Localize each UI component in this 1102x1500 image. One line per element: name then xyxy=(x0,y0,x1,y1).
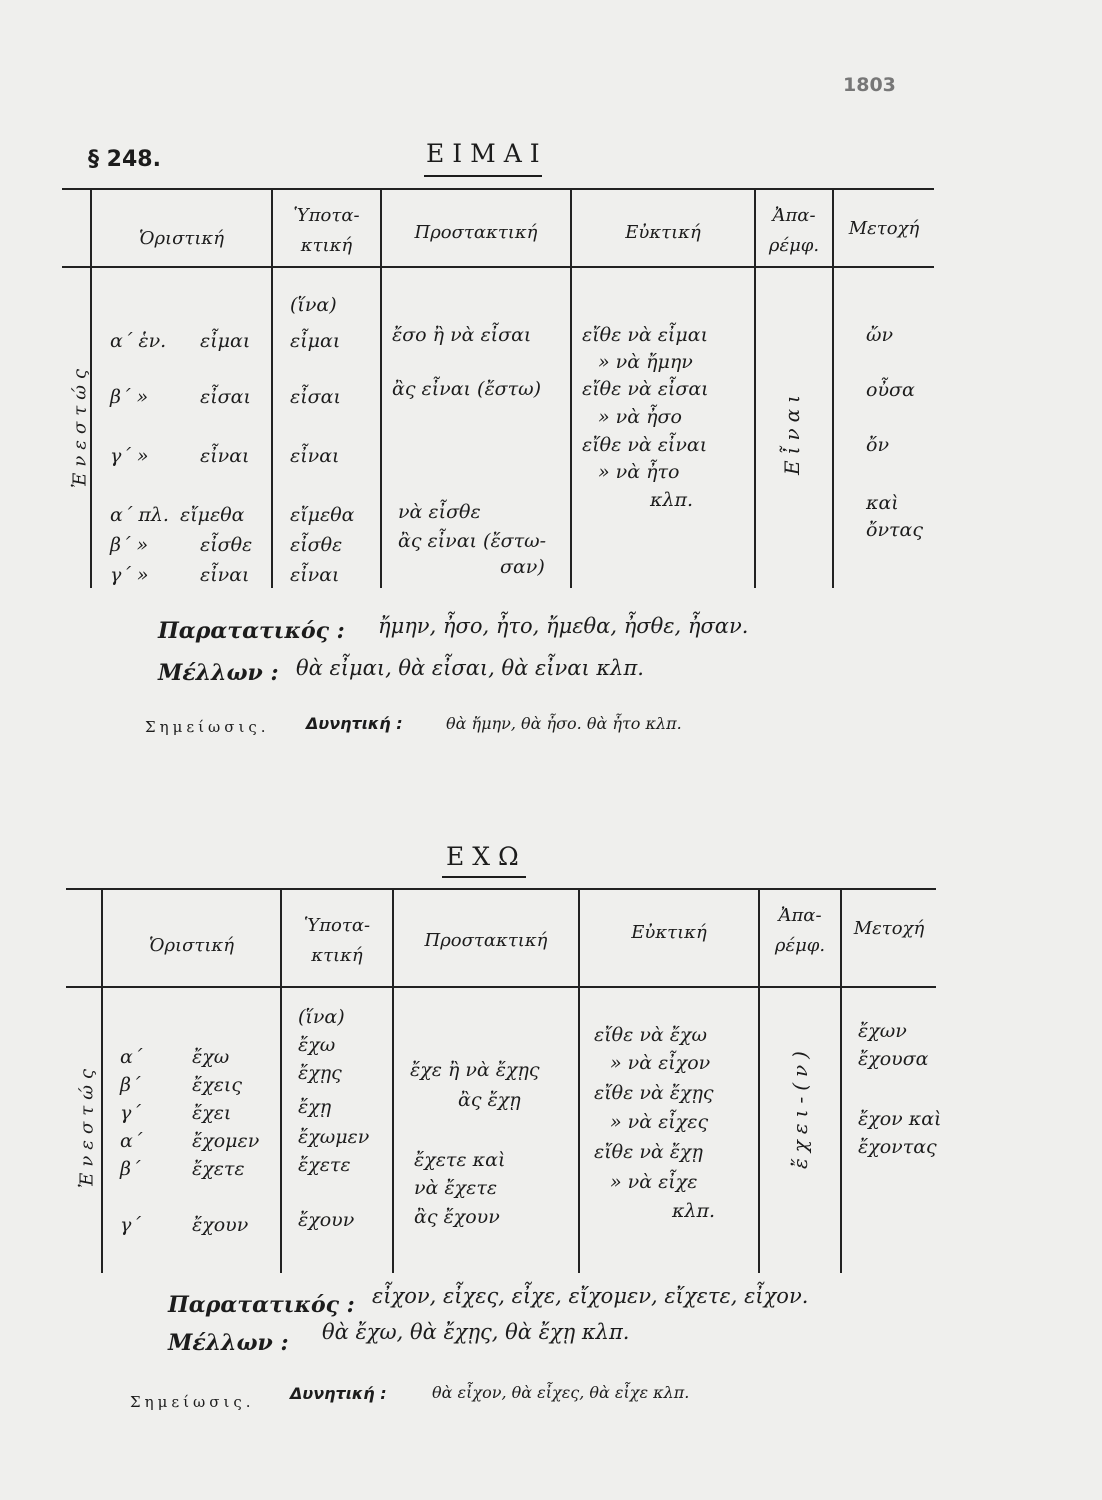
section-number: § 248. xyxy=(88,147,161,172)
person-label: γ΄ xyxy=(120,1214,141,1236)
euktiki-form: » νὰ ἦσο xyxy=(598,406,682,428)
person-label: γ΄ » xyxy=(110,445,149,467)
oristiki-form: ἔχομεν xyxy=(192,1130,260,1152)
euktiki-form: εἴθε νὰ ἔχῃς xyxy=(594,1082,714,1104)
ypotaktiki-form: εἶναι xyxy=(290,564,340,586)
euktiki-form: » νὰ εἶχον xyxy=(610,1052,711,1074)
table-rule xyxy=(66,888,936,890)
prostaktiki-form: ἔχετε καὶ xyxy=(414,1149,506,1171)
person-label: γ΄ » xyxy=(110,564,149,586)
header-prostaktiki: Προστακτική xyxy=(414,222,538,243)
oristiki-form: εἶμαι xyxy=(200,330,251,352)
person-label: γ΄ xyxy=(120,1102,141,1124)
person-label: α΄ πλ. xyxy=(110,504,169,526)
prostaktiki-form: ἔσο ἢ νὰ εἶσαι xyxy=(392,324,532,346)
person-label: α΄ xyxy=(120,1046,143,1068)
ypotaktiki-form: εἶναι xyxy=(290,445,340,467)
person-label: α΄ ἑν. xyxy=(110,330,167,352)
einai-mellon-label: Μέλλων : xyxy=(158,660,279,686)
echo-note-head: Σημείωσις. xyxy=(130,1393,255,1411)
person-label: β΄ » xyxy=(110,534,149,556)
ypotaktiki-form: εἶσαι xyxy=(290,386,341,408)
header-ypotaktiki: Ὑποτα- xyxy=(303,915,371,936)
metochi-form: ἔχων xyxy=(858,1020,907,1042)
header-aparemfato: Ἀπα- xyxy=(772,205,816,226)
ypotaktiki-form: ἔχουν xyxy=(298,1209,355,1231)
echo-title: ΕΧΩ xyxy=(446,842,527,871)
metochi-form: ὤν xyxy=(866,324,894,346)
prostaktiki-form: ἂς ἔχῃ xyxy=(458,1089,521,1111)
header-aparemfato-2: ρέμφ. xyxy=(768,235,820,256)
metochi-form: οὖσα xyxy=(866,379,915,401)
echo-note-text: θὰ εἶχον, θὰ εἶχες, θὰ εἶχε κλπ. xyxy=(432,1383,690,1402)
echo-aparemfato-value: ἔχει-(ν) xyxy=(788,1045,812,1169)
table-rule xyxy=(66,986,936,988)
person-label: α΄ xyxy=(120,1130,143,1152)
metochi-form: ἔχον καὶ xyxy=(858,1108,942,1130)
person-label: β΄ xyxy=(120,1158,141,1180)
ypotaktiki-form: εἶσθε xyxy=(290,534,343,556)
table-divider xyxy=(840,888,842,1273)
header-ypotaktiki: Ὑποτα- xyxy=(293,205,360,226)
echo-note-dyn: Δυνητική : xyxy=(290,1384,387,1403)
einai-aparemfato-value: Εἶναι xyxy=(780,389,804,475)
metochi-form: καὶ xyxy=(866,492,899,514)
euktiki-form: » νὰ εἶχε xyxy=(610,1171,698,1193)
einai-paratatikos-text: ἤμην, ἦσο, ἦτο, ἤμεθα, ἦσθε, ἦσαν. xyxy=(378,614,749,638)
header-oristiki: Ὁριστική xyxy=(149,935,234,956)
metochi-form: ἔχοντας xyxy=(858,1136,937,1158)
prostaktiki-form: ἂς εἶναι (ἔστω- xyxy=(398,530,547,552)
person-label: β΄ xyxy=(120,1074,141,1096)
ypotaktiki-form: ἔχω xyxy=(298,1034,336,1056)
prostaktiki-form: ἂς ἔχουν xyxy=(414,1206,500,1228)
einai-note-text: θὰ ἤμην, θὰ ἦσο. θὰ ἦτο κλπ. xyxy=(446,714,682,733)
euktiki-form: κλπ. xyxy=(672,1200,716,1222)
einai-tense-label: Ἐνεστώς xyxy=(69,363,91,488)
euktiki-form: κλπ. xyxy=(650,489,694,511)
oristiki-form: ἔχετε xyxy=(192,1158,245,1180)
echo-paratatikos-text: εἶχον, εἶχες, εἶχε, εἴχομεν, εἴχετε, εἶχον. xyxy=(372,1284,809,1308)
prostaktiki-form: νὰ ἔχετε xyxy=(414,1177,498,1199)
einai-mellon-text: θὰ εἶμαι, θὰ εἶσαι, θὰ εἶναι κλπ. xyxy=(296,656,644,680)
metochi-form: ὄντας xyxy=(866,519,923,541)
echo-title-underline xyxy=(442,876,526,878)
oristiki-form: εἶναι xyxy=(200,564,250,586)
table-divider xyxy=(578,888,580,1273)
table-divider xyxy=(832,188,834,588)
oristiki-form: ἔχεις xyxy=(192,1074,242,1096)
person-label: β΄ » xyxy=(110,386,149,408)
oristiki-form: εἶσαι xyxy=(200,386,251,408)
header-metochi: Μετοχή xyxy=(848,218,920,239)
header-prostaktiki: Προστακτική xyxy=(424,930,548,951)
header-aparemfato-2: ρέμφ. xyxy=(774,935,826,956)
einai-note-dyn: Δυνητική : xyxy=(306,714,403,733)
euktiki-form: εἴθε νὰ εἶσαι xyxy=(582,378,709,400)
oristiki-form: εἶναι xyxy=(200,445,250,467)
prostaktiki-form: σαν) xyxy=(500,556,545,578)
ypotaktiki-form: ἔχῃς xyxy=(298,1062,342,1084)
page-number: 1803 xyxy=(843,74,896,96)
metochi-form: ἔχουσα xyxy=(858,1048,929,1070)
header-ypotaktiki-2: κτική xyxy=(300,235,353,256)
euktiki-form: εἴθε νὰ εἶμαι xyxy=(582,324,709,346)
ypotaktiki-form: εἶμαι xyxy=(290,330,341,352)
euktiki-form: εἴθε νὰ ἔχω xyxy=(594,1024,707,1046)
ypotaktiki-ina: (ἵνα) xyxy=(298,1006,345,1028)
prostaktiki-form: ἔχε ἢ νὰ ἔχῃς xyxy=(410,1059,540,1081)
table-divider xyxy=(570,188,572,588)
oristiki-form: ἔχουν xyxy=(192,1214,249,1236)
header-aparemfato: Ἀπα- xyxy=(778,905,822,926)
ypotaktiki-form: εἴμεθα xyxy=(290,504,355,526)
oristiki-form: εἶσθε xyxy=(200,534,253,556)
einai-title-underline xyxy=(424,175,542,177)
ypotaktiki-form: ἔχετε xyxy=(298,1154,351,1176)
header-euktiki: Εὐκτική xyxy=(625,222,701,243)
ypotaktiki-form: ἔχωμεν xyxy=(298,1126,370,1148)
header-oristiki: Ὁριστική xyxy=(139,228,224,249)
table-rule xyxy=(62,266,934,268)
echo-mellon-label: Μέλλων : xyxy=(168,1330,289,1356)
einai-paratatikos-label: Παρατατικός : xyxy=(158,618,345,644)
oristiki-form: ἔχει xyxy=(192,1102,232,1124)
euktiki-form: εἴθε νὰ ἔχῃ xyxy=(594,1141,703,1163)
ypotaktiki-form: ἔχῃ xyxy=(298,1096,332,1118)
table-rule xyxy=(62,188,934,190)
echo-paratatikos-label: Παρατατικός : xyxy=(168,1292,355,1318)
oristiki-form: εἴμεθα xyxy=(180,504,245,526)
prostaktiki-form: νὰ εἶσθε xyxy=(398,501,481,523)
einai-title: ΕΙΜΑΙ xyxy=(426,139,548,168)
euktiki-form: εἴθε νὰ εἶναι xyxy=(582,434,708,456)
metochi-form: ὄν xyxy=(866,434,889,456)
oristiki-form: ἔχω xyxy=(192,1046,230,1068)
ypotaktiki-ina: (ἵνα) xyxy=(290,294,337,316)
header-euktiki: Εὐκτική xyxy=(631,922,707,943)
euktiki-form: » νὰ ἤμην xyxy=(598,351,693,373)
table-divider xyxy=(380,188,382,588)
echo-mellon-text: θὰ ἔχω, θὰ ἔχῃς, θὰ ἔχῃ κλπ. xyxy=(322,1320,630,1344)
euktiki-form: » νὰ εἶχες xyxy=(610,1111,709,1133)
euktiki-form: » νὰ ἦτο xyxy=(598,461,680,483)
prostaktiki-form: ἂς εἶναι (ἔστω) xyxy=(392,378,542,400)
header-metochi: Μετοχή xyxy=(853,918,925,939)
einai-note-head: Σημείωσις. xyxy=(145,718,270,736)
echo-tense-label: Ἐνεστώς xyxy=(76,1063,98,1188)
header-ypotaktiki-2: κτική xyxy=(311,945,363,966)
